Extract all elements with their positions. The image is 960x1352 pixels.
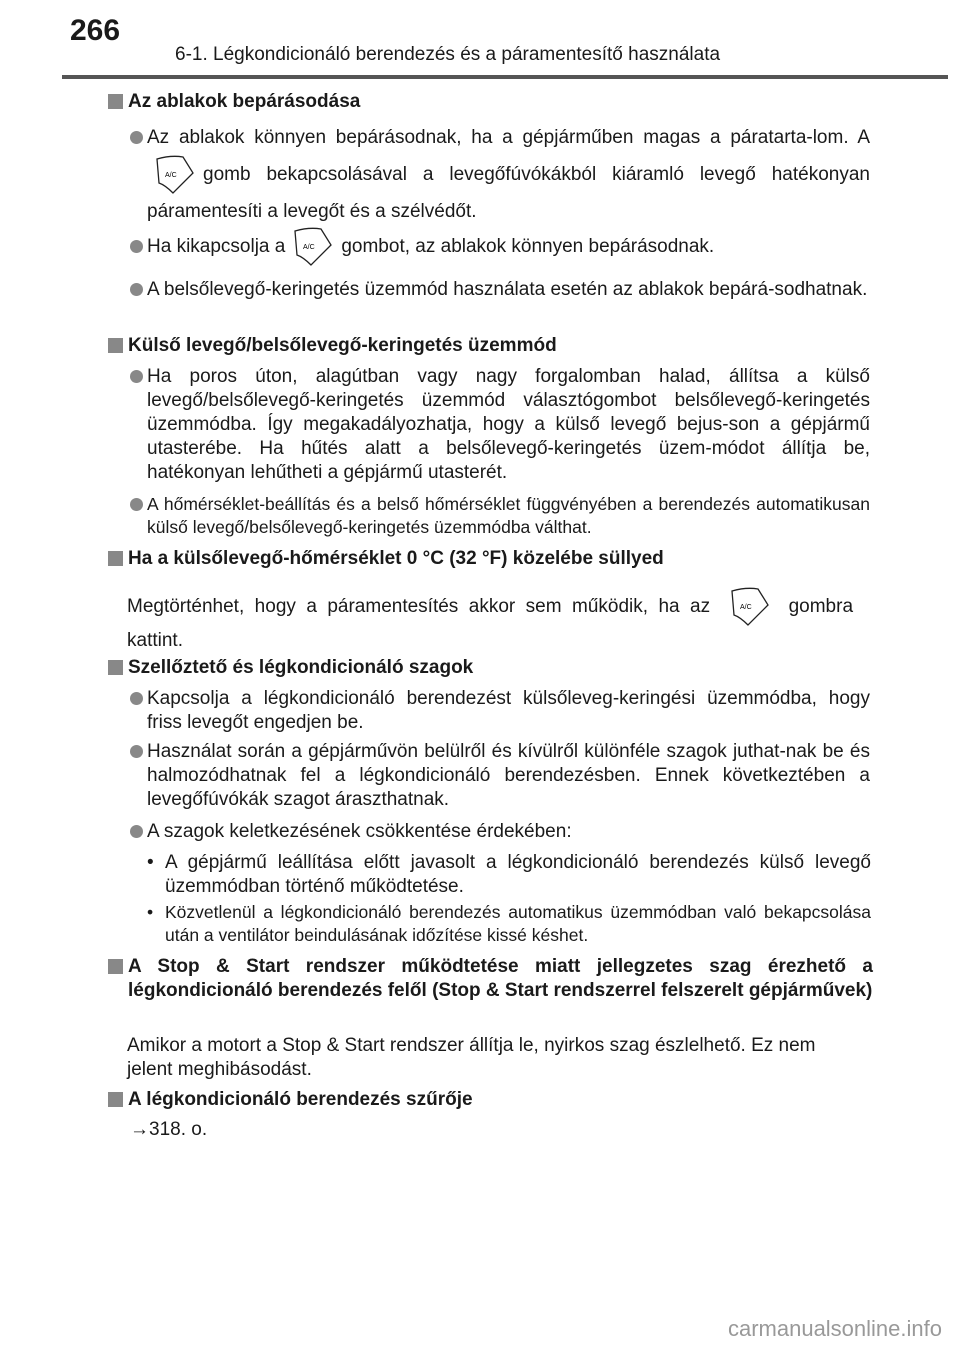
text: Kapcsolja a légkondicionáló berendezést külsőleveg-keringési üzemmódba, hogy friss levegőt engedjen be. (147, 688, 870, 733)
text: A hőmérséklet-beállítás és a belső hőmérséklet függvényében a berendezés automatikusan külső levegő/belsőlevegő-keringetés üzemmódba válthat. (147, 494, 870, 537)
section-heading (108, 90, 873, 114)
heading-text: Ha a külsőlevegő-hőmérséklet 0 °C (32 °F) közelébe süllyed (128, 548, 664, 569)
text: gombra kattint. (127, 596, 854, 651)
ac-button-icon (153, 155, 197, 195)
text: A belsőlevegő-keringetés üzemmód használata esetén az ablakok bepárá-sodhatnak. (147, 279, 868, 300)
bullet-item (130, 820, 870, 844)
section-heading (108, 1088, 873, 1112)
bullet-item (130, 687, 870, 735)
bullet-dot-icon (130, 825, 143, 838)
square-bullet-icon (108, 338, 123, 353)
text: Közvetlenül a légkondicionáló berendezés automatikus üzemmódban való bekapcsolása után a ventilátor beindulásának időzítése kissé késhet. (165, 902, 871, 945)
text: Használat során a gépjárművön belülről és kívülről különféle szagok juthat-nak be és halmozódhatnak fel a légkondicionáló berendezésben. Ennek következtében a levegőfúvókák szagot áraszthatnak. (147, 741, 870, 810)
text: gomb bekapcsolásával a levegőfúvókákból kiáramló levegő hatékonyan páramentesíti a levegőt és a szélvédőt. (147, 164, 870, 222)
section-heading (108, 547, 873, 571)
bullet-dot-icon (130, 745, 143, 758)
bullet-item (130, 740, 870, 812)
text: gombot, az ablakok könnyen bepárásodnak. (341, 236, 715, 257)
heading-text: A légkondicionáló berendezés szűrője (128, 1089, 473, 1110)
bullet-item (130, 119, 870, 230)
bullet-dot-icon (130, 370, 143, 383)
bullet-item (130, 235, 870, 259)
bullet-dot-icon (130, 283, 143, 296)
paragraph (127, 1034, 853, 1082)
watermark: carmanualsonline.info (727, 1316, 942, 1341)
bullet-dot-icon (130, 240, 143, 253)
page-number: 266 (70, 14, 121, 47)
square-bullet-icon (108, 94, 123, 109)
square-bullet-icon (108, 1092, 123, 1107)
svg-text:A/C: A/C (165, 171, 177, 179)
bullet-icon: • (147, 852, 154, 873)
header-rule (62, 75, 948, 79)
bullet-item (130, 365, 870, 485)
bullet-icon: • (147, 902, 154, 922)
svg-text:A/C: A/C (303, 243, 316, 251)
page-reference-link[interactable] (130, 1118, 856, 1142)
sub-bullet-item (147, 901, 871, 947)
heading-text: Külső levegő/belsőlevegő-keringetés üzemmód (128, 335, 557, 356)
text: Az ablakok könnyen bepárásodnak, ha a gépjárműben magas a páratarta-lom. A (147, 127, 870, 148)
section-heading (108, 955, 873, 1003)
bullet-dot-icon (130, 131, 143, 144)
text: Amikor a motort a Stop & Start rendszer állítja le, nyirkos szag észlelhető. Ez nem jelent meghibásodást. (127, 1035, 816, 1080)
ac-button-icon (728, 587, 772, 627)
link-text[interactable]: →318. o. (130, 1119, 208, 1140)
bullet-dot-icon (130, 498, 143, 511)
svg-text:A/C: A/C (740, 603, 752, 611)
bullet-item (130, 278, 870, 302)
paragraph (127, 590, 853, 658)
sub-bullet-item (147, 851, 871, 899)
chapter-title: 6-1. Légkondicionáló berendezés és a páramentesítő használata (175, 44, 721, 65)
text: Megtörténhet, hogy a páramentesítés akkor sem működik, ha az (127, 596, 711, 617)
square-bullet-icon (108, 959, 123, 974)
text: Ha kikapcsolja a (147, 236, 286, 257)
section-heading (108, 656, 873, 680)
section-heading (108, 334, 873, 358)
heading-text: Szellőztető és légkondicionáló szagok (128, 657, 474, 678)
square-bullet-icon (108, 660, 123, 675)
heading-text: Az ablakok bepárásodása (128, 91, 361, 112)
bullet-dot-icon (130, 692, 143, 705)
heading-text: A Stop & Start rendszer működtetése miatt jellegzetes szag érezhető a légkondicionáló berendezés felől (Stop & Start rendszerrel felszerelt gépjárművek) (128, 956, 873, 1001)
ac-button-icon (291, 227, 335, 267)
text: A gépjármű leállítása előtt javasolt a légkondicionáló berendezés külső levegő üzemmódban történő működtetése. (165, 852, 871, 897)
text: A szagok keletkezésének csökkentése érdekében: (147, 821, 572, 842)
bullet-item (130, 493, 870, 539)
square-bullet-icon (108, 551, 123, 566)
text: Ha poros úton, alagútban vagy nagy forgalomban halad, állítsa a külső levegő/belsőlevegő-keringetés üzemmód választógombot belsőlevegő-keringetés üzemmódba. Így megakadályozhatja, hogy a külső levegő bejus-son a gépjármű utasterébe. Ha hűtés alatt a belsőlevegő-keringetés üzem-módot állítja be, hatékonyan lehűtheti a gépjármű utasterét. (147, 366, 870, 483)
